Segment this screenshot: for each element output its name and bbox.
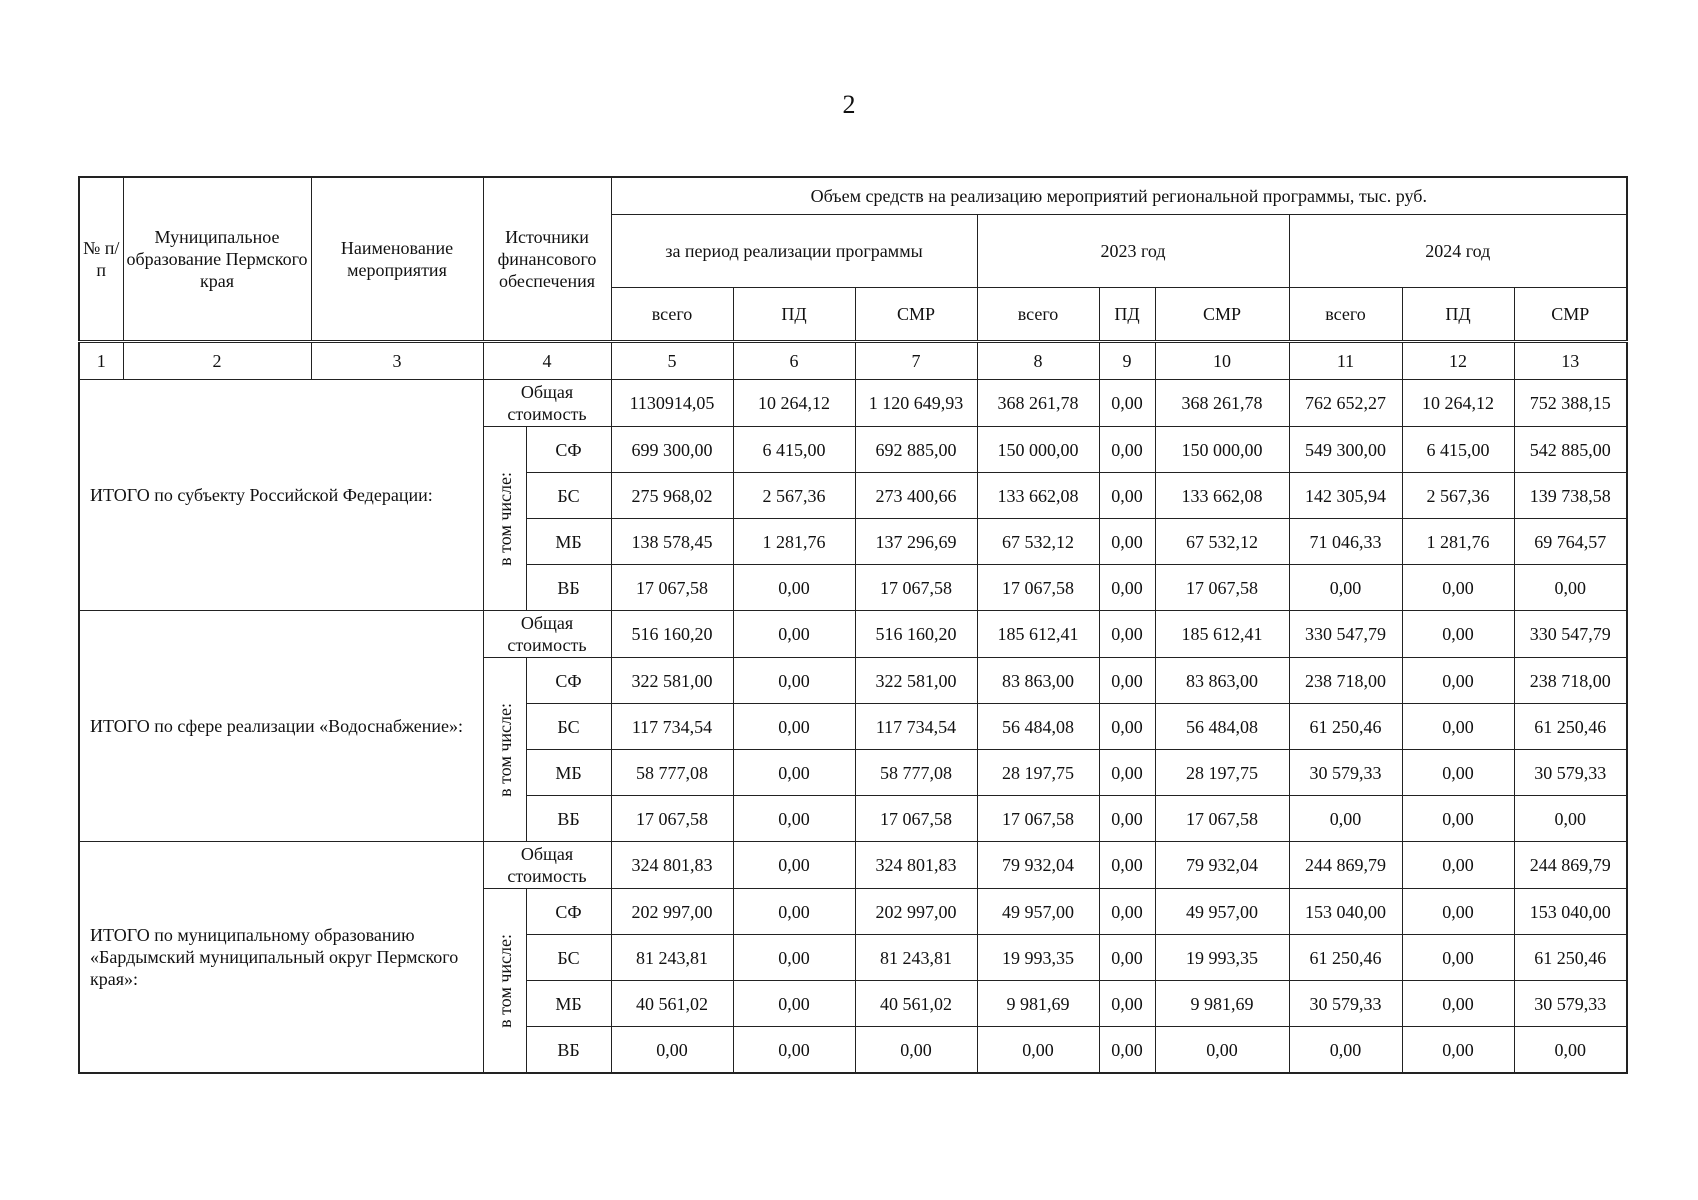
value-cell: 56 484,08 xyxy=(1155,704,1289,750)
value-cell: 0,00 xyxy=(1099,380,1155,427)
header-num: № п/п xyxy=(79,177,123,342)
group-label: ИТОГО по муниципальному образованию «Бардымский муниципальный округ Пермского края»: xyxy=(79,842,483,1074)
value-cell: 61 250,46 xyxy=(1514,704,1627,750)
column-number-cell: 11 xyxy=(1289,342,1402,380)
value-cell: 0,00 xyxy=(733,750,855,796)
value-cell: 1 281,76 xyxy=(1402,519,1514,565)
value-cell: 67 532,12 xyxy=(1155,519,1289,565)
value-cell: 699 300,00 xyxy=(611,427,733,473)
value-cell: 324 801,83 xyxy=(611,842,733,889)
value-cell: 138 578,45 xyxy=(611,519,733,565)
column-number-cell: 2 xyxy=(123,342,311,380)
value-cell: 17 067,58 xyxy=(611,796,733,842)
value-cell: 0,00 xyxy=(1289,565,1402,611)
value-cell: 0,00 xyxy=(1099,473,1155,519)
value-cell: 0,00 xyxy=(1402,611,1514,658)
in-total-label-cell xyxy=(483,889,526,1074)
value-cell: 30 579,33 xyxy=(1514,981,1627,1027)
value-cell: 692 885,00 xyxy=(855,427,977,473)
value-cell: 244 869,79 xyxy=(1514,842,1627,889)
value-cell: 133 662,08 xyxy=(1155,473,1289,519)
in-total-label: в том числе: xyxy=(494,471,515,566)
value-cell: 0,00 xyxy=(1402,658,1514,704)
value-cell: 0,00 xyxy=(977,1027,1099,1074)
source-code-cell: БС xyxy=(526,473,611,519)
header-year-2024: 2024 год xyxy=(1289,215,1627,288)
value-cell: 516 160,20 xyxy=(855,611,977,658)
source-code-cell: МБ xyxy=(526,981,611,1027)
value-cell: 0,00 xyxy=(1514,796,1627,842)
column-number-cell: 12 xyxy=(1402,342,1514,380)
value-cell: 117 734,54 xyxy=(855,704,977,750)
in-total-wrapper xyxy=(486,889,524,1072)
value-cell: 17 067,58 xyxy=(1155,565,1289,611)
header-event-name: Наименование мероприятия xyxy=(311,177,483,342)
value-cell: 0,00 xyxy=(1099,750,1155,796)
value-cell: 142 305,94 xyxy=(1289,473,1402,519)
value-cell: 150 000,00 xyxy=(977,427,1099,473)
value-cell: 58 777,08 xyxy=(611,750,733,796)
value-cell: 0,00 xyxy=(1099,427,1155,473)
value-cell: 10 264,12 xyxy=(1402,380,1514,427)
value-cell: 79 932,04 xyxy=(977,842,1099,889)
value-cell: 542 885,00 xyxy=(1514,427,1627,473)
value-cell: 322 581,00 xyxy=(855,658,977,704)
value-cell: 0,00 xyxy=(733,796,855,842)
value-cell: 49 957,00 xyxy=(1155,889,1289,935)
in-total-label-cell xyxy=(483,427,526,611)
source-total-cell: Общая стоимость xyxy=(483,611,611,658)
value-cell: 244 869,79 xyxy=(1289,842,1402,889)
value-cell: 0,00 xyxy=(733,704,855,750)
value-cell: 69 764,57 xyxy=(1514,519,1627,565)
value-cell: 273 400,66 xyxy=(855,473,977,519)
value-cell: 0,00 xyxy=(1402,1027,1514,1074)
value-cell: 79 932,04 xyxy=(1155,842,1289,889)
value-cell: 762 652,27 xyxy=(1289,380,1402,427)
value-cell: 0,00 xyxy=(1402,981,1514,1027)
value-cell: 0,00 xyxy=(733,1027,855,1074)
source-code-cell: ВБ xyxy=(526,1027,611,1074)
source-code-cell: БС xyxy=(526,704,611,750)
value-cell: 0,00 xyxy=(1099,981,1155,1027)
group-label: ИТОГО по сфере реализации «Водоснабжение»: xyxy=(79,611,483,842)
value-cell: 19 993,35 xyxy=(1155,935,1289,981)
value-cell: 368 261,78 xyxy=(977,380,1099,427)
value-cell: 0,00 xyxy=(733,842,855,889)
value-cell: 0,00 xyxy=(733,935,855,981)
value-cell: 185 612,41 xyxy=(977,611,1099,658)
value-cell: 0,00 xyxy=(1099,611,1155,658)
value-cell: 0,00 xyxy=(1099,565,1155,611)
table-row xyxy=(79,611,1627,658)
value-cell: 139 738,58 xyxy=(1514,473,1627,519)
column-number-cell: 5 xyxy=(611,342,733,380)
source-code-cell: ВБ xyxy=(526,565,611,611)
value-cell: 752 388,15 xyxy=(1514,380,1627,427)
value-cell: 0,00 xyxy=(733,889,855,935)
value-cell: 71 046,33 xyxy=(1289,519,1402,565)
value-cell: 30 579,33 xyxy=(1289,981,1402,1027)
value-cell: 2 567,36 xyxy=(1402,473,1514,519)
column-number-cell: 9 xyxy=(1099,342,1155,380)
subheader-cell: СМР xyxy=(855,288,977,342)
source-code-cell: МБ xyxy=(526,750,611,796)
value-cell: 238 718,00 xyxy=(1514,658,1627,704)
column-number-cell: 1 xyxy=(79,342,123,380)
subheader-cell: СМР xyxy=(1155,288,1289,342)
value-cell: 368 261,78 xyxy=(1155,380,1289,427)
value-cell: 137 296,69 xyxy=(855,519,977,565)
value-cell: 17 067,58 xyxy=(1155,796,1289,842)
value-cell: 49 957,00 xyxy=(977,889,1099,935)
value-cell: 83 863,00 xyxy=(1155,658,1289,704)
value-cell: 61 250,46 xyxy=(1514,935,1627,981)
source-total-cell: Общая стоимость xyxy=(483,842,611,889)
value-cell: 0,00 xyxy=(1099,704,1155,750)
value-cell: 6 415,00 xyxy=(1402,427,1514,473)
value-cell: 19 993,35 xyxy=(977,935,1099,981)
subheader-cell: всего xyxy=(1289,288,1402,342)
value-cell: 0,00 xyxy=(1289,1027,1402,1074)
value-cell: 9 981,69 xyxy=(977,981,1099,1027)
value-cell: 0,00 xyxy=(1402,935,1514,981)
value-cell: 549 300,00 xyxy=(1289,427,1402,473)
value-cell: 0,00 xyxy=(1289,796,1402,842)
value-cell: 202 997,00 xyxy=(855,889,977,935)
value-cell: 0,00 xyxy=(1099,1027,1155,1074)
group-label: ИТОГО по субъекту Российской Федерации: xyxy=(79,380,483,611)
source-code-cell: БС xyxy=(526,935,611,981)
value-cell: 40 561,02 xyxy=(855,981,977,1027)
value-cell: 153 040,00 xyxy=(1289,889,1402,935)
value-cell: 0,00 xyxy=(1099,842,1155,889)
value-cell: 17 067,58 xyxy=(611,565,733,611)
subheader-cell: СМР xyxy=(1514,288,1627,342)
column-number-cell: 3 xyxy=(311,342,483,380)
value-cell: 0,00 xyxy=(1514,1027,1627,1074)
value-cell: 17 067,58 xyxy=(977,565,1099,611)
value-cell: 0,00 xyxy=(733,565,855,611)
in-total-wrapper xyxy=(486,427,524,610)
value-cell: 0,00 xyxy=(733,658,855,704)
value-cell: 0,00 xyxy=(1155,1027,1289,1074)
value-cell: 0,00 xyxy=(1099,519,1155,565)
header-year-2023: 2023 год xyxy=(977,215,1289,288)
value-cell: 0,00 xyxy=(1099,796,1155,842)
column-number-cell: 8 xyxy=(977,342,1099,380)
value-cell: 2 567,36 xyxy=(733,473,855,519)
value-cell: 81 243,81 xyxy=(611,935,733,981)
value-cell: 0,00 xyxy=(1402,796,1514,842)
value-cell: 58 777,08 xyxy=(855,750,977,796)
value-cell: 30 579,33 xyxy=(1514,750,1627,796)
value-cell: 6 415,00 xyxy=(733,427,855,473)
value-cell: 0,00 xyxy=(1402,889,1514,935)
header-period-total: за период реализации программы xyxy=(611,215,977,288)
in-total-label: в том числе: xyxy=(494,702,515,797)
subheader-cell: ПД xyxy=(733,288,855,342)
value-cell: 0,00 xyxy=(1402,565,1514,611)
value-cell: 10 264,12 xyxy=(733,380,855,427)
value-cell: 0,00 xyxy=(611,1027,733,1074)
source-code-cell: МБ xyxy=(526,519,611,565)
value-cell: 150 000,00 xyxy=(1155,427,1289,473)
table-row xyxy=(79,380,1627,427)
value-cell: 202 997,00 xyxy=(611,889,733,935)
value-cell: 83 863,00 xyxy=(977,658,1099,704)
value-cell: 56 484,08 xyxy=(977,704,1099,750)
value-cell: 516 160,20 xyxy=(611,611,733,658)
column-number-cell: 13 xyxy=(1514,342,1627,380)
value-cell: 61 250,46 xyxy=(1289,704,1402,750)
value-cell: 17 067,58 xyxy=(855,796,977,842)
value-cell: 17 067,58 xyxy=(977,796,1099,842)
value-cell: 0,00 xyxy=(855,1027,977,1074)
financing-table xyxy=(78,176,1628,1074)
value-cell: 61 250,46 xyxy=(1289,935,1402,981)
page-number: 2 xyxy=(842,90,856,119)
value-cell: 40 561,02 xyxy=(611,981,733,1027)
value-cell: 1 281,76 xyxy=(733,519,855,565)
value-cell: 1 120 649,93 xyxy=(855,380,977,427)
column-number-cell: 4 xyxy=(483,342,611,380)
source-total-cell: Общая стоимость xyxy=(483,380,611,427)
in-total-label-cell xyxy=(483,658,526,842)
column-number-cell: 7 xyxy=(855,342,977,380)
header-funding-source: Источники финансового обеспечения xyxy=(483,177,611,342)
column-number-cell: 6 xyxy=(733,342,855,380)
value-cell: 185 612,41 xyxy=(1155,611,1289,658)
value-cell: 330 547,79 xyxy=(1514,611,1627,658)
source-code-cell: ВБ xyxy=(526,796,611,842)
value-cell: 0,00 xyxy=(1402,842,1514,889)
value-cell: 0,00 xyxy=(1402,704,1514,750)
value-cell: 324 801,83 xyxy=(855,842,977,889)
subheader-cell: всего xyxy=(977,288,1099,342)
value-cell: 17 067,58 xyxy=(855,565,977,611)
subheader-cell: всего xyxy=(611,288,733,342)
value-cell: 275 968,02 xyxy=(611,473,733,519)
value-cell: 67 532,12 xyxy=(977,519,1099,565)
header-volume-title: Объем средств на реализацию мероприятий региональной программы, тыс. руб. xyxy=(611,177,1627,215)
value-cell: 133 662,08 xyxy=(977,473,1099,519)
source-code-cell: СФ xyxy=(526,427,611,473)
header-municipality: Муниципальное образование Пермского края xyxy=(123,177,311,342)
value-cell: 153 040,00 xyxy=(1514,889,1627,935)
value-cell: 30 579,33 xyxy=(1289,750,1402,796)
value-cell: 28 197,75 xyxy=(977,750,1099,796)
source-code-cell: СФ xyxy=(526,889,611,935)
value-cell: 81 243,81 xyxy=(855,935,977,981)
subheader-cell: ПД xyxy=(1402,288,1514,342)
value-cell: 1130914,05 xyxy=(611,380,733,427)
table-row xyxy=(79,842,1627,889)
value-cell: 0,00 xyxy=(1402,750,1514,796)
value-cell: 117 734,54 xyxy=(611,704,733,750)
value-cell: 0,00 xyxy=(1514,565,1627,611)
value-cell: 322 581,00 xyxy=(611,658,733,704)
value-cell: 0,00 xyxy=(733,981,855,1027)
value-cell: 28 197,75 xyxy=(1155,750,1289,796)
value-cell: 0,00 xyxy=(733,611,855,658)
value-cell: 9 981,69 xyxy=(1155,981,1289,1027)
column-number-cell: 10 xyxy=(1155,342,1289,380)
value-cell: 330 547,79 xyxy=(1289,611,1402,658)
subheader-cell: ПД xyxy=(1099,288,1155,342)
value-cell: 0,00 xyxy=(1099,935,1155,981)
value-cell: 0,00 xyxy=(1099,658,1155,704)
source-code-cell: СФ xyxy=(526,658,611,704)
value-cell: 0,00 xyxy=(1099,889,1155,935)
value-cell: 238 718,00 xyxy=(1289,658,1402,704)
in-total-label: в том числе: xyxy=(494,933,515,1028)
in-total-wrapper xyxy=(486,658,524,841)
